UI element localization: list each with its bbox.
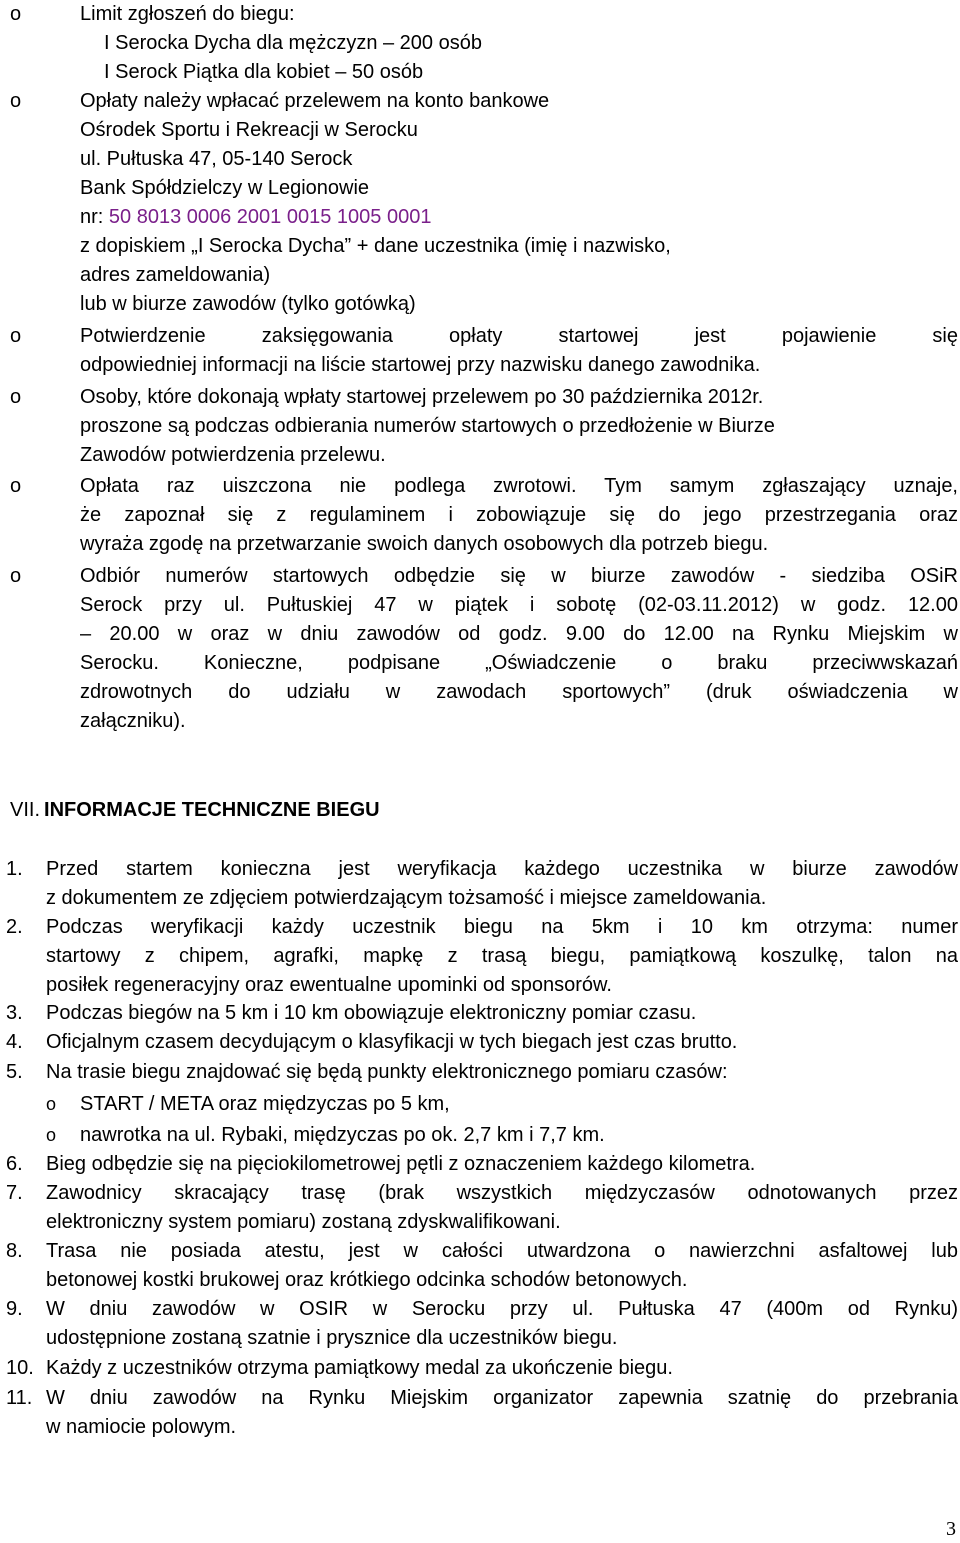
text-line: w namiocie polowym. [46,1416,237,1438]
bullet-marker: o [10,90,22,112]
list-number: 9. [6,1298,23,1320]
text-line: zdrowotnych do udziału w zawodach sportowych” (druk oświadczenia w [80,681,958,703]
text-line: Podczas biegów na 5 km i 10 km obowiązuje elektroniczny pomiar czasu. [46,1002,697,1024]
text-line: udostępnione zostaną szatnie i prysznice dla uczestników biegu. [46,1327,618,1349]
text-line: że zapoznał się z regulaminem i zobowiązuje się do jego przestrzegania oraz [80,504,958,526]
text-line: Trasa nie posiada atestu, jest w całości utwardzona o nawierzchni asfaltowej lub [46,1240,958,1262]
bank-account-line [80,203,958,232]
text-line: nawrotka na ul. Rybaki, międzyczas po ok. 2,7 km i 7,7 km. [80,1124,605,1146]
section-title: INFORMACJE TECHNICZNE BIEGU [44,799,380,821]
text-line: betonowej kostki brukowej oraz krótkiego odcinka schodów betonowych. [46,1269,688,1291]
text-line: Serocku. Konieczne, podpisane „Oświadczenie o braku przeciwwskazań [80,652,958,674]
section-number: VII. [10,799,41,821]
text-line: wyraża zgodę na przetwarzanie swoich danych osobowych dla potrzeb biegu. [80,533,769,555]
text-line: Zawodów potwierdzenia przelewu. [80,444,386,466]
list-number: 10. [6,1357,34,1379]
account-number: 50 8013 0006 2001 0015 1005 0001 [108,206,432,228]
text-line: Limit zgłoszeń do biegu: [80,3,295,25]
text-line: W dniu zawodów na Rynku Miejskim organizator zapewnia szatnię do przebrania [46,1387,958,1409]
bullet-marker: o [10,386,22,408]
list-number: 6. [6,1153,23,1175]
bullet-marker: o [10,475,22,497]
text-line: załączniku). [80,710,186,732]
section-heading [10,796,380,824]
text-line: I Serock Piątka dla kobiet – 50 osób [104,61,424,83]
list-number: 11. [6,1387,33,1409]
text-line: Opłata raz uiszczona nie podlega zwrotowi. Tym samym zgłaszający uznaje, [80,475,958,497]
text-line: Każdy z uczestników otrzyma pamiątkowy medal za ukończenie biegu. [46,1357,673,1379]
text-line: Bank Spółdzielczy w Legionowie [80,177,370,199]
text-line: Ośrodek Sportu i Rekreacji w Serocku [80,119,418,141]
text-line: START / META oraz międzyczas po 5 km, [80,1093,450,1115]
text-line: Bieg odbędzie się na pięciokilometrowej pętli z oznaczeniem każdego kilometra. [46,1153,756,1175]
text-line: Na trasie biegu znajdować się będą punkty elektronicznego pomiaru czasów: [46,1061,728,1083]
list-number: 4. [6,1031,23,1053]
text-line: Opłaty należy wpłacać przelewem na konto bankowe [80,90,550,112]
text-line: Oficjalnym czasem decydującym o klasyfikacji w tych biegach jest czas brutto. [46,1031,738,1053]
text-line: – 20.00 w oraz w dniu zawodów od godz. 9.00 do 12.00 na Rynku Miejskim w [80,623,958,645]
bullet-marker: o [10,3,22,25]
text-line: I Serocka Dycha dla mężczyzn – 200 osób [104,32,482,54]
page-number: 3 [946,1518,956,1540]
text-line: W dniu zawodów w OSIR w Serocku przy ul. Pułtuska 47 (400m od Rynku) [46,1298,958,1320]
list-number: 5. [6,1061,23,1083]
text-line: Potwierdzenie zaksięgowania opłaty startowej jest pojawienie się [80,325,958,347]
text-line: Odbiór numerów startowych odbędzie się w biurze zawodów - siedziba OSiR [80,565,958,587]
list-number: 8. [6,1240,23,1262]
bullet-marker: o [10,565,22,587]
text-line: ul. Pułtuska 47, 05-140 Serock [80,148,353,170]
text-line: lub w biurze zawodów (tylko gotówką) [80,293,416,315]
bullet-marker: o [10,325,22,347]
text-line: z dopiskiem „I Serocka Dycha” + dane uczestnika (imię i nazwisko, [80,235,671,257]
text-line: Serock przy ul. Pułtuskiej 47 w piątek i sobotę (02-03.11.2012) w godz. 12.00 [80,594,958,616]
text-line: proszone są podczas odbierania numerów startowych o przedłożenie w Biurze [80,415,775,437]
list-number: 2. [6,916,23,938]
list-number: 1. [6,858,23,880]
text-line: Zawodnicy skracający trasę (brak wszystkich międzyczasów odnotowanych przez [46,1182,958,1204]
text-line: startowy z chipem, agrafki, mapkę z trasą biegu, pamiątkową koszulkę, talon na [46,945,958,967]
text-line: odpowiedniej informacji na liście startowej przy nazwisku danego zawodnika. [80,354,761,376]
text-line: Podczas weryfikacji każdy uczestnik biegu na 5km i 10 km otrzyma: numer [46,916,958,938]
text-line: elektroniczny system pomiaru) zostaną zdyskwalifikowani. [46,1211,561,1233]
list-number: 7. [6,1182,23,1204]
sub-bullet-marker: o [46,1094,57,1114]
text-line: adres zameldowania) [80,264,271,286]
account-prefix: nr: [80,206,109,228]
sub-bullet-marker: o [46,1125,57,1145]
text-line: Przed startem konieczna jest weryfikacja każdego uczestnika w biurze zawodów [46,858,958,880]
text-line: z dokumentem ze zdjęciem potwierdzającym tożsamość i miejsce zameldowania. [46,887,767,909]
list-number: 3. [6,1002,23,1024]
text-line: Osoby, które dokonają wpłaty startowej przelewem po 30 października 2012r. [80,386,764,408]
text-line: posiłek regeneracyjny oraz ewentualne upominki od sponsorów. [46,974,612,996]
